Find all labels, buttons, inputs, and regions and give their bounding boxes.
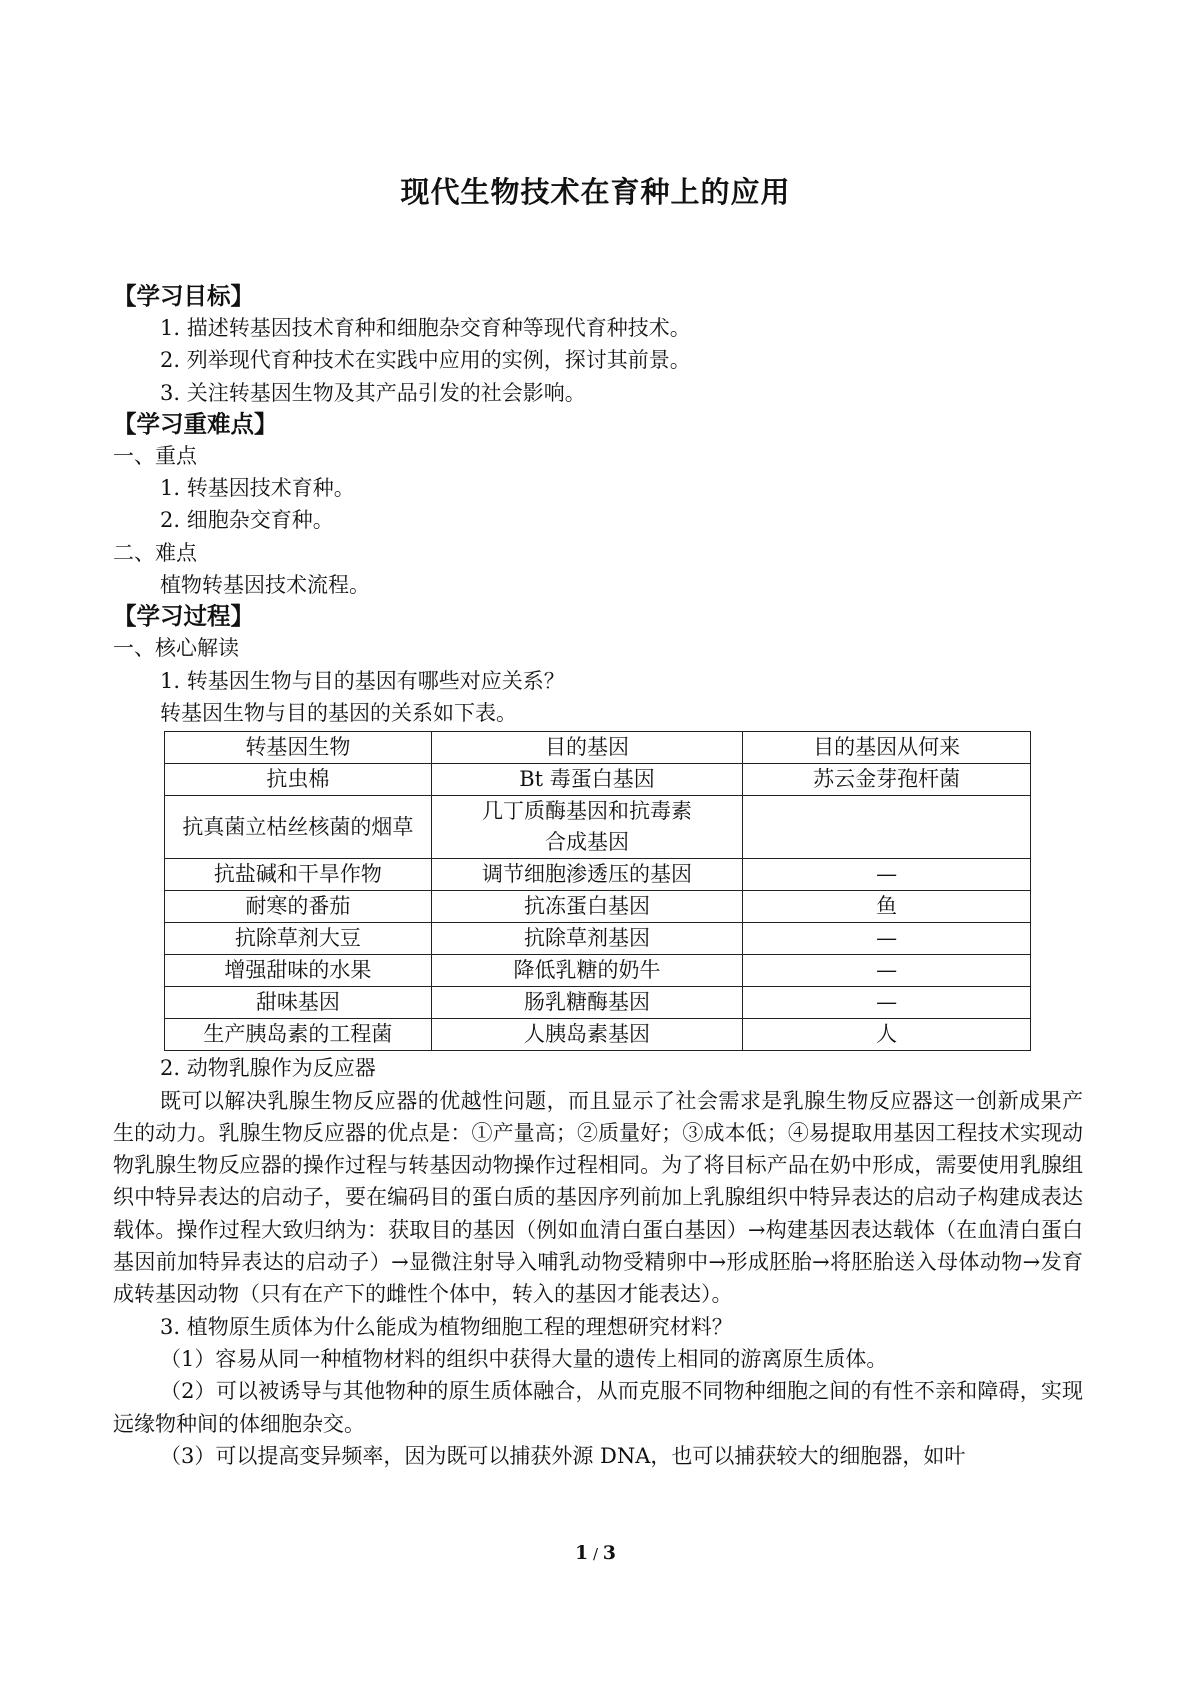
table-cell: 降低乳糖的奶牛 <box>431 955 743 987</box>
objective-item: 1. 描述转基因技术育种和细胞杂交育种等现代育种技术。 <box>160 316 691 340</box>
table-header-row <box>165 732 1031 764</box>
table-cell: 生产胰岛素的工程菌 <box>165 1019 432 1051</box>
table-cell: — <box>743 923 1031 955</box>
table-cell: 抗除草剂大豆 <box>165 923 432 955</box>
focus-item: 1. 转基因技术育种。 <box>160 476 355 501</box>
table-cell: 人胰岛素基因 <box>431 1019 743 1051</box>
table-cell: 抗虫棉 <box>165 764 432 796</box>
section-core-reading: 一、核心解读 <box>113 636 239 661</box>
process-heading: 【学习过程】 <box>113 602 254 631</box>
table-cell: 人 <box>743 1019 1031 1051</box>
question-3: 3. 植物原生质体为什么能成为植物细胞工程的理想研究材料？ <box>160 1314 733 1339</box>
objective-item: 2. 列举现代育种技术在实践中应用的实例，探讨其前景。 <box>160 348 691 373</box>
table-cell: 肠乳糖酶基因 <box>431 987 743 1019</box>
page-total: 3 <box>602 1542 617 1564</box>
focus-item: 2. 细胞杂交育种。 <box>160 508 334 533</box>
table-header-cell: 目的基因 <box>431 732 743 764</box>
table-cell: — <box>743 987 1031 1019</box>
question-3-item: （1）容易从同一种植物材料的组织中获得大量的遗传上相同的游离原生质体。 <box>160 1346 888 1371</box>
document-body <box>113 281 1083 1472</box>
table-cell: 甜味基因 <box>165 987 432 1019</box>
question-3-item: （3）可以提高变异频率，因为既可以捕获外源 DNA，也可以捕获较大的细胞器，如叶 <box>160 1443 966 1468</box>
page-title: 现代生物技术在育种上的应用 <box>400 175 791 209</box>
question-3-item: （2）可以被诱导与其他物种的原生质体融合，从而克服不同物种细胞之间的有性不亲和障碍，实现远缘物种间的体细胞杂交。 <box>113 1379 1083 1436</box>
table-row <box>165 987 1031 1019</box>
table-row <box>165 859 1031 891</box>
table-cell: Bt 毒蛋白基因 <box>431 764 743 796</box>
table-cell: — <box>743 955 1031 987</box>
gene-table <box>164 731 1031 1051</box>
table-row <box>165 891 1031 923</box>
table-cell: 鱼 <box>743 891 1031 923</box>
focus-label: 一、重点 <box>113 443 197 468</box>
table-row <box>165 955 1031 987</box>
table-cell: 抗真菌立枯丝核菌的烟草 <box>165 796 432 859</box>
table-header-cell: 转基因生物 <box>165 732 432 764</box>
table-cell: — <box>743 859 1031 891</box>
table-cell: 抗盐碱和干旱作物 <box>165 859 432 891</box>
table-cell: 增强甜味的水果 <box>165 955 432 987</box>
table-row <box>165 764 1031 796</box>
table-cell: 苏云金芽孢杆菌 <box>743 764 1031 796</box>
question-2-text: 既可以解决乳腺生物反应器的优越性问题，而且显示了社会需求是乳腺生物反应器这一创新成果产生的动力。乳腺生物反应器的优点是：①产量高；②质量好；③成本低；④易提取用基因工程技术实现动物乳腺生物反应器的操作过程与转基因动物操作过程相同。为了将目标产品在奶中形成，需要使用乳腺组织中特异表达的启动子，要在编码目的蛋白质的基因序列前加上乳腺组织中特异表达的启动子构建成表达载体。操作过程大致归纳为：获取目的基因（例如血清白蛋白基因）→构建基因表达载体（在血清白蛋白基因前加特异表达的启动子）→显微注射导入哺乳动物受精卵中→形成胚胎→将胚胎送入母体动物→发育成转基因动物（只有在产下的雌性个体中，转入的基因才能表达）。 <box>113 1088 1083 1307</box>
table-cell: 抗冻蛋白基因 <box>431 891 743 923</box>
question-1: 1. 转基因生物与目的基因有哪些对应关系？ <box>160 668 565 693</box>
question-2: 2. 动物乳腺作为反应器 <box>160 1056 376 1081</box>
page-number <box>0 1542 1191 1564</box>
table-cell: 抗除草剂基因 <box>431 923 743 955</box>
key-points-heading: 【学习重难点】 <box>113 409 278 438</box>
question-1-intro: 转基因生物与目的基因的关系如下表。 <box>160 700 517 725</box>
table-row <box>165 923 1031 955</box>
objective-item: 3. 关注转基因生物及其产品引发的社会影响。 <box>160 380 586 405</box>
difficulty-text: 植物转基因技术流程。 <box>160 573 370 598</box>
table-cell: 调节细胞渗透压的基因 <box>431 859 743 891</box>
table-cell: 几丁质酶基因和抗毒素合成基因 <box>431 796 743 859</box>
table-row <box>165 1019 1031 1051</box>
page-current: 1 <box>574 1542 589 1564</box>
page-separator: / <box>588 1545 603 1563</box>
table-header-cell: 目的基因从何来 <box>743 732 1031 764</box>
table-cell <box>743 796 1031 859</box>
objectives-heading: 【学习目标】 <box>113 282 254 310</box>
table-row <box>165 796 1031 859</box>
difficulty-label: 二、难点 <box>113 540 197 565</box>
table-cell: 耐寒的番茄 <box>165 891 432 923</box>
